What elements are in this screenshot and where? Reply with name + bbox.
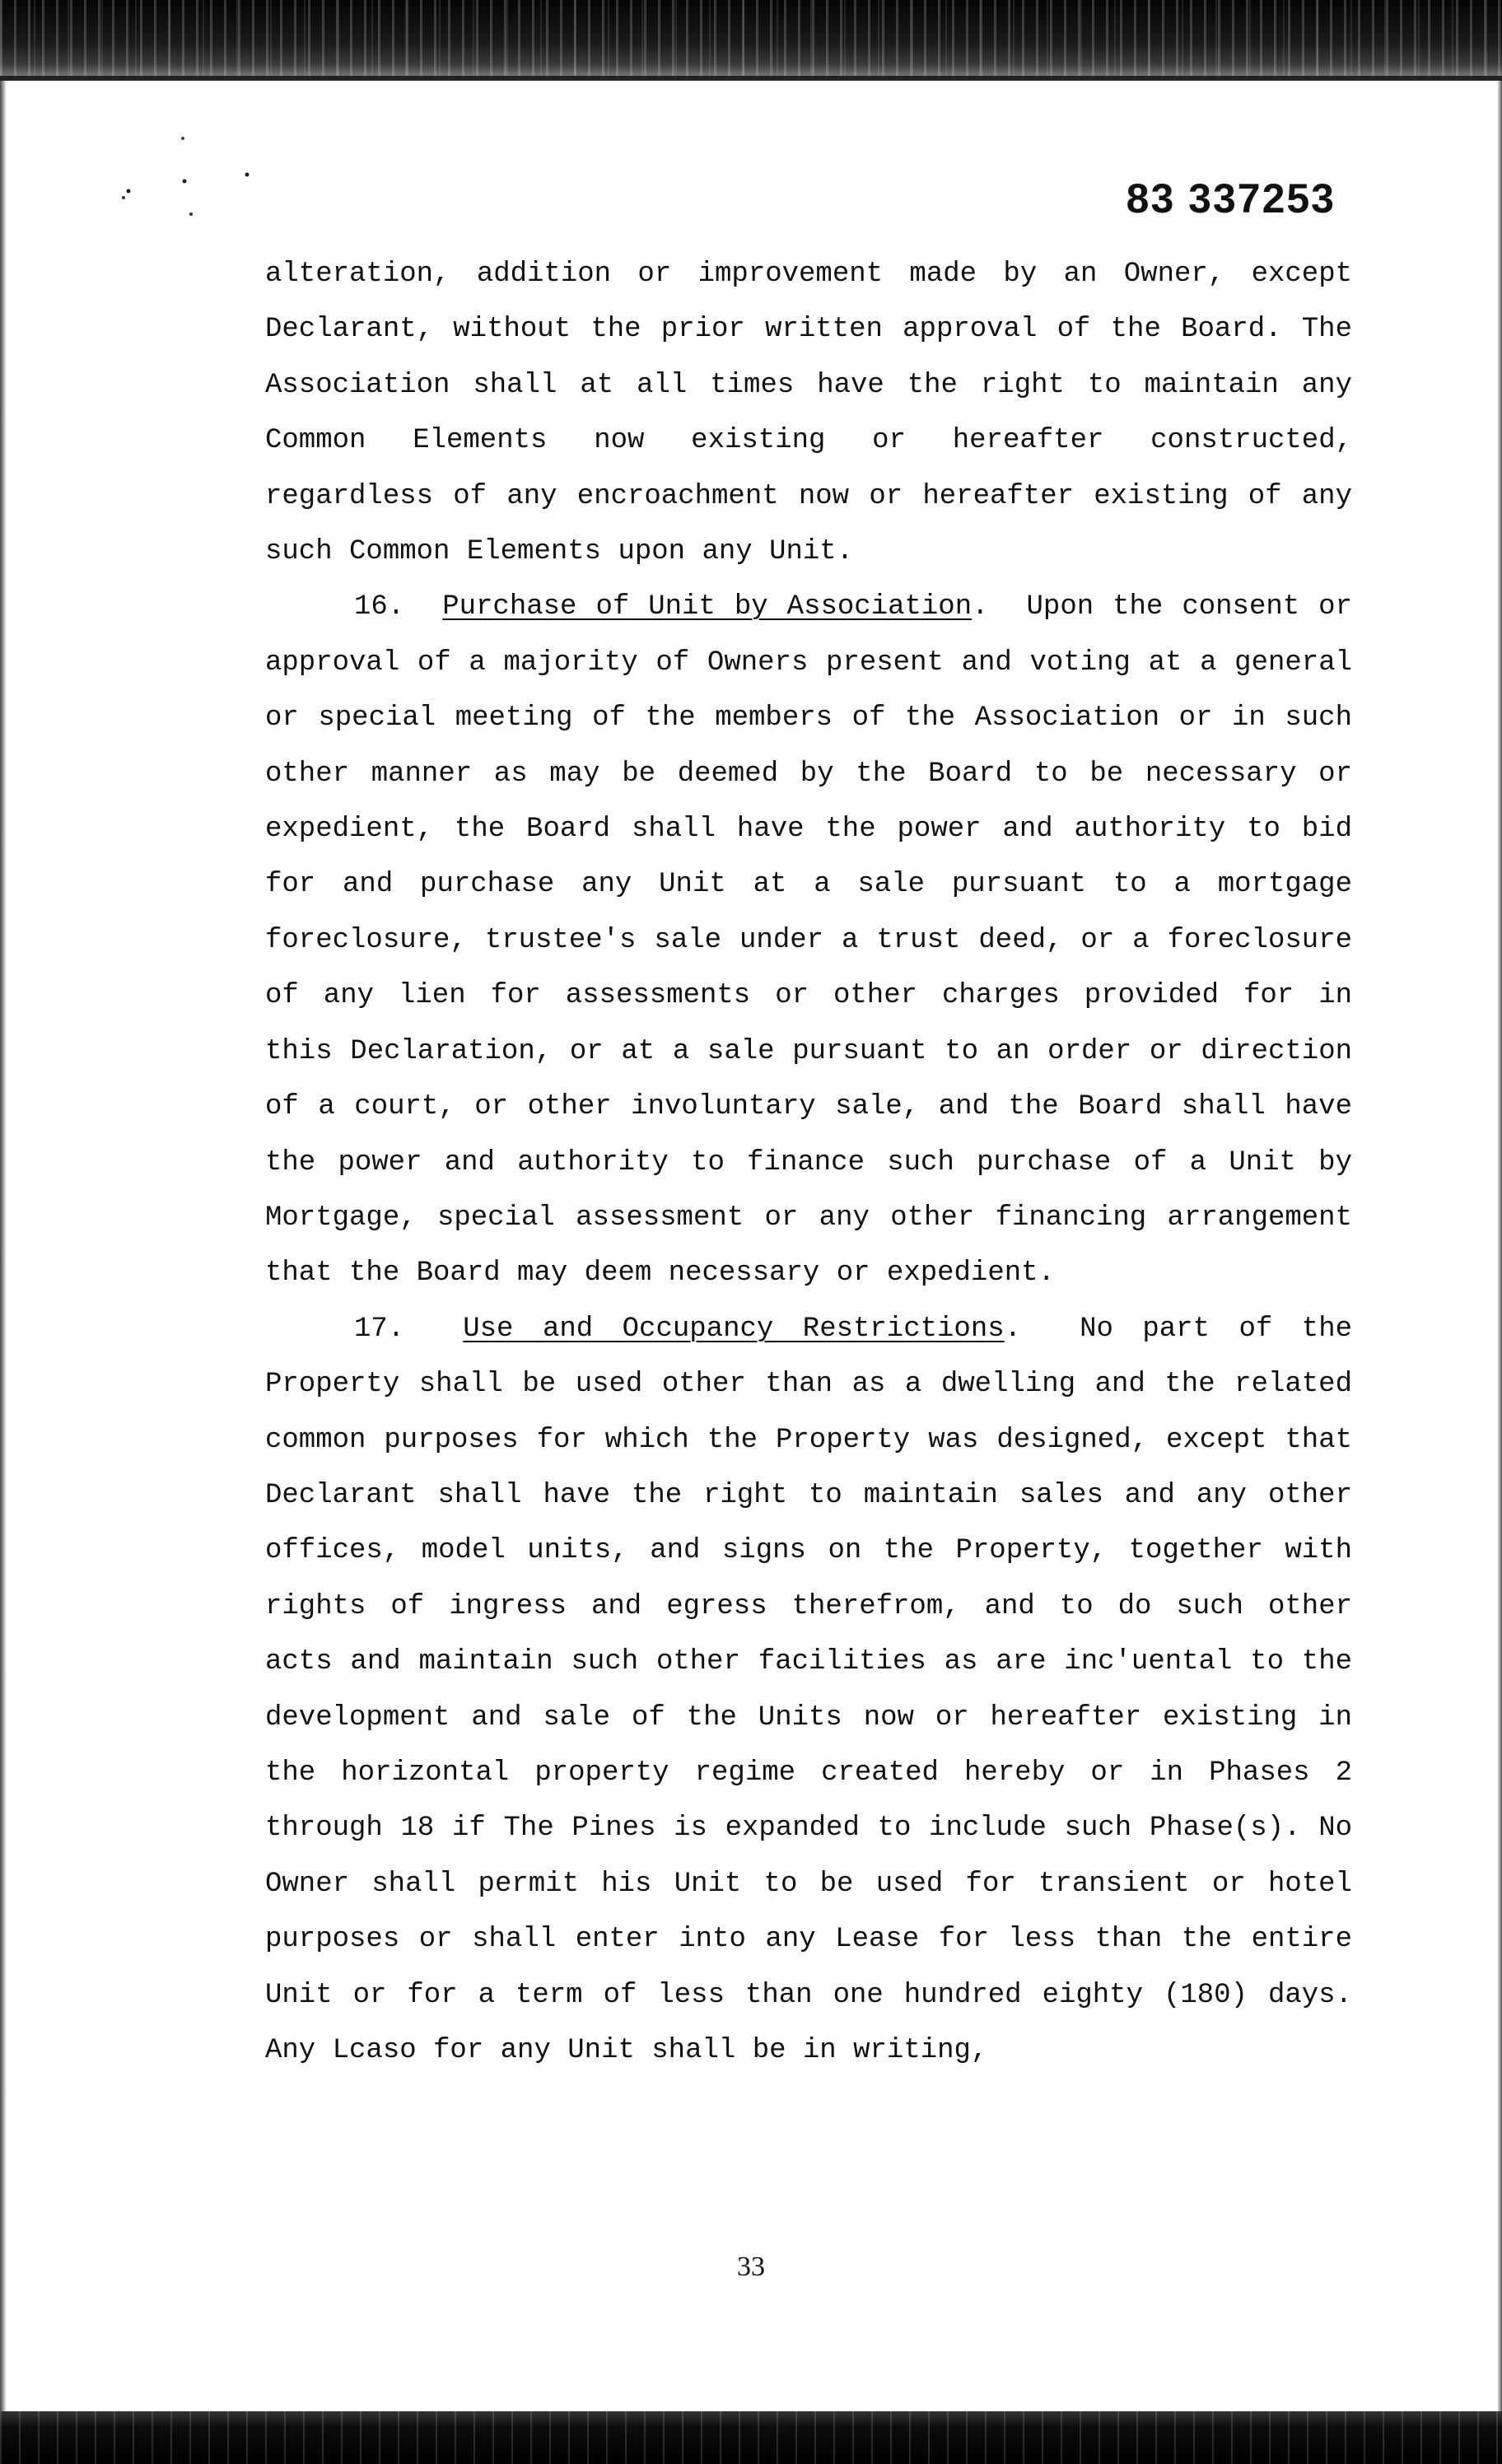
scan-specks — [115, 124, 280, 239]
section-number: 17. — [354, 1313, 405, 1345]
section-17 — [265, 1302, 1352, 2079]
section-16 — [265, 580, 1352, 1301]
section-text: No part of the Property shall be used other than as a dwelling and the related common purposes for which the Property was designed, except that Declarant shall have the right to maintain sales and any other offices, model units, and signs on the Property, together with rights of ingress and egress therefrom, and to do such other acts and maintain such other facilities as are inc'uental to the development and sale of the Units now or hereafter existing in the horizontal property regime created hereby or in Phases 2 through 18 if The Pines is expanded to include such Phase(s). No Owner shall permit his Unit to be used for transient or hotel purposes or shall enter into any Lease for less than the entire Unit or for a term of less than one hundred eighty (180) days. Any Lcaso for any Unit shall be in writing, — [265, 1313, 1353, 2066]
section-text: Upon the consent or approval of a majority of Owners present and voting at a general or special meeting of the members of the Association or in such other manner as may be deemed by the Board to be necessary or expedient, the Board shall have the power and authority to bid for and purchase any Unit at a sale pursuant to a mortgage foreclosure, trustee's sale under a trust deed, or a foreclosure of any lien for assessments or other charges provided for in this Declaration, or at a sale pursuant to an order or direction of a court, or other involuntary sale, and the Board shall have the power and authority to finance such purchase of a Unit by Mortgage, special assessment or any other financing arrangement that the Board may deem necessary or expedient. — [265, 591, 1352, 1290]
section-heading: Purchase of Unit by Association — [442, 591, 973, 623]
section-heading-period: . — [1004, 1313, 1022, 1345]
scan-bottom-border — [0, 2411, 1502, 2464]
section-heading: Use and Occupancy Restrictions — [463, 1313, 1005, 1345]
section-number: 16. — [354, 591, 405, 623]
page-body — [265, 247, 1352, 2079]
scan-left-edge — [0, 81, 7, 2411]
scan-right-edge — [1497, 81, 1502, 2411]
paragraph-continued — [265, 247, 1352, 580]
scan-top-border — [0, 0, 1502, 81]
paragraph-text: alteration, addition or improvement made by an Owner, except Declarant, without the prior written approval of the Board. The Association shall at all times have the right to maintain any Common Elements now existing or hereafter constructed, regardless of any encroachment now or hereafter existing of any such Common Elements upon any Unit. — [265, 259, 1352, 568]
document-number: 83 337253 — [1126, 175, 1336, 222]
page-number: 33 — [737, 2252, 765, 2282]
section-heading-period: . — [972, 591, 989, 623]
